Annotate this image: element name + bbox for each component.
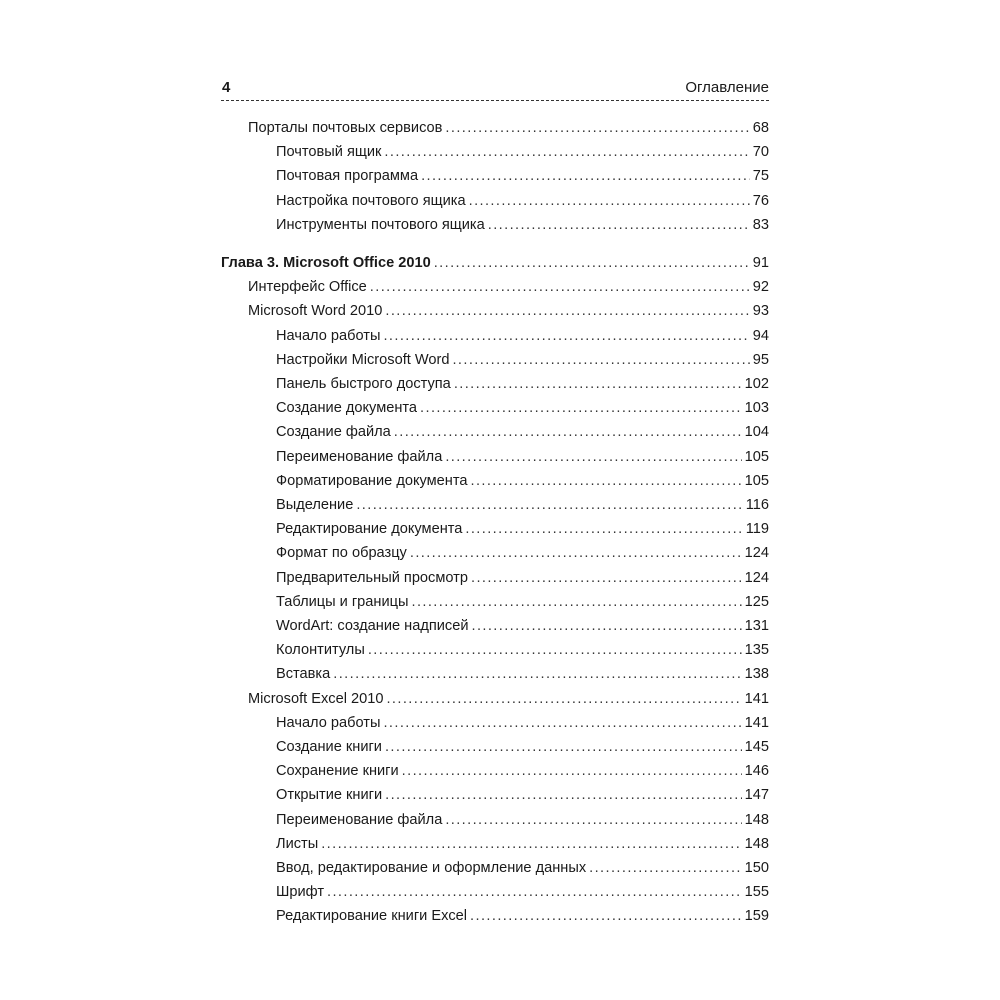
toc-entry-title: Microsoft Excel 2010 (248, 690, 384, 707)
toc-entry-title: Выделение (276, 497, 354, 513)
toc-entry-title: Настройки Microsoft Word (276, 351, 450, 368)
toc-entry (221, 349, 769, 371)
toc-entry-page: 124 (744, 545, 769, 562)
dot-leader (402, 760, 742, 782)
toc-entry-page: 105 (744, 448, 769, 465)
toc-entry-page: 138 (744, 666, 769, 683)
toc-entry (221, 470, 769, 492)
toc-entry (221, 833, 769, 855)
toc-entry-page: 148 (744, 811, 769, 828)
toc-entry (221, 214, 769, 236)
toc-entry (221, 809, 769, 831)
toc-entry-title: Глава 3. Microsoft Office 2010 (221, 255, 431, 271)
toc-entry (221, 542, 769, 564)
book-page (221, 78, 769, 925)
toc-entry-title: WordArt: создание надписей (276, 618, 469, 634)
toc-entry (221, 663, 769, 685)
dot-leader (385, 736, 742, 758)
toc-entry-page: 125 (744, 593, 769, 610)
toc-entry-page: 135 (744, 642, 769, 659)
dot-leader (452, 349, 749, 371)
dot-leader (368, 639, 742, 661)
page-number: 4 (222, 79, 231, 96)
dot-leader (469, 190, 750, 212)
toc-entry-page: 102 (744, 376, 769, 392)
toc-entry-title: Шрифт (276, 884, 325, 901)
toc-entry (221, 567, 769, 589)
toc-entry (221, 688, 769, 710)
dot-leader (385, 300, 749, 322)
toc-entry (221, 615, 769, 637)
toc-entry-page: 104 (744, 424, 769, 441)
toc-entry (221, 881, 769, 903)
dot-leader (394, 421, 742, 443)
dot-leader (465, 518, 742, 540)
toc-entry-title: Редактирование книги Excel (276, 908, 468, 925)
toc-entry-page: 124 (744, 569, 769, 586)
toc-entry-title: Переименование файла (276, 811, 443, 828)
toc-entry-page: 159 (744, 908, 769, 925)
toc-entry (221, 325, 769, 347)
toc-entry-title: Панель быстрого доступа (276, 376, 451, 392)
toc-entry-title: Интерфейс Office (248, 279, 367, 296)
toc-entry-page: 92 (752, 279, 769, 296)
toc-entry-title: Ввод, редактирование и оформление данных (276, 860, 587, 876)
toc-entry-title: Инструменты почтового ящика (276, 216, 485, 233)
toc-entry-page: 94 (752, 327, 769, 344)
toc-entry-page: 148 (744, 835, 769, 852)
dot-leader (488, 214, 750, 236)
header-divider (221, 100, 769, 101)
dot-leader (471, 567, 742, 589)
dot-leader (454, 373, 742, 395)
toc-entry (221, 117, 769, 139)
toc-entry (221, 421, 769, 443)
dot-leader (420, 397, 742, 419)
dot-leader (333, 663, 741, 685)
toc-chapter-entry (221, 252, 769, 274)
toc-entry-title: Колонтитулы (276, 642, 365, 659)
toc-entry-page: 155 (744, 884, 769, 901)
dot-leader (410, 542, 742, 564)
dot-leader (411, 591, 741, 613)
dot-leader (445, 446, 741, 468)
toc-entry-title: Начало работы (276, 714, 381, 731)
toc-entry (221, 141, 769, 163)
toc-entry-title: Почтовый ящик (276, 144, 382, 161)
toc-entry-page: 91 (752, 255, 769, 271)
toc-entry-title: Таблицы и границы (276, 593, 409, 610)
dot-leader (470, 905, 742, 927)
running-title: Оглавление (685, 79, 769, 96)
toc-entry (221, 784, 769, 806)
dot-leader (327, 881, 742, 903)
toc-entry (221, 905, 769, 927)
toc-entry-title: Настройка почтового ящика (276, 192, 466, 209)
dot-leader (384, 141, 749, 163)
toc-entry (221, 494, 769, 516)
toc-entry-page: 119 (745, 521, 769, 538)
toc-entry-page: 131 (744, 618, 769, 634)
dot-leader (471, 615, 741, 637)
toc-entry (221, 300, 769, 322)
toc-entry (221, 639, 769, 661)
toc-entry (221, 165, 769, 187)
toc-entry (221, 518, 769, 540)
toc-entry (221, 857, 769, 879)
dot-leader (589, 857, 742, 879)
dot-leader (421, 165, 750, 187)
toc-entry-page: 103 (744, 400, 769, 417)
toc-entry-title: Предварительный просмотр (276, 569, 468, 586)
toc-entry-title: Листы (276, 835, 319, 852)
toc-entry-page: 141 (744, 690, 769, 707)
toc-entry-title: Формат по образцу (276, 545, 407, 562)
toc-entry-page: 70 (752, 144, 769, 161)
toc-entry (221, 276, 769, 298)
dot-leader (370, 276, 750, 298)
dot-leader (321, 833, 741, 855)
toc-entry (221, 760, 769, 782)
toc-entry (221, 373, 769, 395)
dot-leader (383, 325, 749, 347)
toc-entry-page: 116 (745, 497, 769, 513)
dot-leader (445, 809, 741, 831)
toc-entry (221, 736, 769, 758)
toc-entry (221, 712, 769, 734)
toc-entry-page: 150 (744, 860, 769, 876)
toc-entry-title: Открытие книги (276, 787, 383, 804)
dot-leader (383, 712, 741, 734)
toc-entry-title: Вставка (276, 666, 331, 683)
dot-leader (434, 252, 750, 274)
toc-entry (221, 190, 769, 212)
toc-entry-page: 147 (744, 787, 769, 804)
dot-leader (385, 784, 742, 806)
toc-entry-title: Microsoft Word 2010 (248, 303, 383, 320)
toc-entry-title: Редактирование документа (276, 521, 463, 538)
toc-entry-title: Создание файла (276, 424, 391, 441)
dot-leader (445, 117, 749, 139)
running-header (221, 78, 769, 99)
toc-entry-title: Начало работы (276, 327, 381, 344)
toc-entry-title: Порталы почтовых сервисов (248, 120, 443, 136)
toc-entry (221, 446, 769, 468)
toc-entry-page: 75 (752, 168, 769, 185)
toc-entry-title: Создание книги (276, 739, 382, 755)
dot-leader (470, 470, 741, 492)
toc-entry-page: 76 (752, 192, 769, 209)
dot-leader (356, 494, 742, 516)
toc-entry-page: 146 (744, 763, 769, 780)
toc-entry (221, 591, 769, 613)
toc-entry-page: 68 (752, 120, 769, 136)
dot-leader (386, 688, 741, 710)
toc-entry-page: 83 (752, 216, 769, 233)
toc-entry-page: 145 (744, 739, 769, 755)
toc-entry-page: 95 (752, 351, 769, 368)
toc-entry-title: Почтовая программа (276, 168, 419, 185)
toc-entry-page: 105 (744, 472, 769, 489)
toc-entry-page: 141 (744, 714, 769, 731)
toc-entry (221, 397, 769, 419)
toc-entry-title: Форматирование документа (276, 472, 468, 489)
toc-entry-page: 93 (752, 303, 769, 320)
toc-entry-title: Переименование файла (276, 448, 443, 465)
toc-entry-title: Создание документа (276, 400, 418, 417)
toc-entry-title: Сохранение книги (276, 763, 399, 780)
